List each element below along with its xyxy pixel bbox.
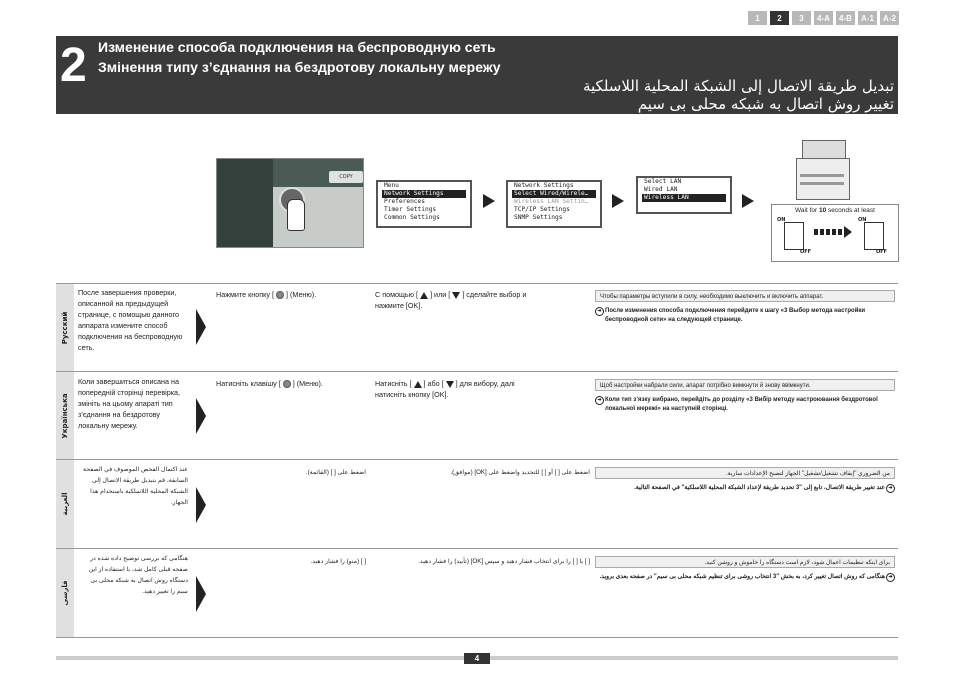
title-arabic: تبديل طريقة الاتصال إلى الشبكة المحلية اللاسلكية (582, 77, 894, 95)
tab-2[interactable]: 2 (770, 11, 789, 25)
arrow-circle-icon: ➜ (886, 484, 895, 493)
lcd-row: SNMP Settings (514, 214, 563, 221)
lang-label-russian: Русский (56, 284, 74, 371)
chevron-right-icon (196, 487, 206, 523)
fa-instruction-3: [ ] یا [ ] را برای انتخاب فشار دهید و سپس [OK] (تأیید) را فشار دهید. (418, 558, 590, 565)
arrow-circle-icon: ➜ (595, 396, 604, 405)
uk-reference: ➜ Коли тип з’язку вибрано, перейдіть до розділу «3 Вибір методу настроювання бездротової локальної мережі» на наступній сторінці. (595, 396, 895, 414)
lang-label-arabic: العربية (56, 460, 74, 548)
lcd-row: Wireless LAN Settin… (514, 198, 589, 205)
step-arrow-icon (612, 194, 624, 208)
menu-key-icon (283, 380, 291, 388)
lcd-row: Wired LAN (644, 186, 678, 193)
fa-reference: ➜ هنگامی که روش اتصال تغییر کرد، به بخش "3 انتخاب روشی برای تنظیم شبکه محلی بی سیم" در صفحه بعدی بروید. (595, 573, 895, 582)
down-arrow-icon (452, 292, 460, 299)
uk-instruction-1: Коли завершиться описана на попередній сторінці перевірка, змініть на цьому апараті тип з’єднання на бездротову локальну мережу. (78, 377, 181, 430)
title-ukrainian: Змінення типу з’єднання на бездротову локальну мережу (98, 59, 501, 75)
control-panel-photo (216, 158, 364, 248)
arrow-circle-icon: ➜ (595, 307, 604, 316)
lcd-screen-select-lan (636, 176, 732, 214)
ar-note: من الضروري "إيقاف تشغيل/تشغيل" الجهاز لتصبح الإعدادات سارية. (595, 467, 895, 479)
chevron-right-icon (196, 398, 206, 434)
section-tabs (748, 11, 899, 25)
uk-instruction-3: Натисніть [ ] або [ ] для вибору, далі натисніть кнопку [OK]. (375, 379, 515, 399)
lcd-title: Menu (384, 182, 399, 189)
fa-instruction-1: هنگامی که بررسی توضیح داده شده در صفحه قبلی کامل شد، با استفاده از این دستگاه روش اتصال به شبکه محلی بی سیم را تغییر دهید. (88, 555, 188, 595)
wait-text: Wait for 10 seconds at least (795, 207, 875, 214)
tab-1[interactable]: 1 (748, 11, 767, 25)
tab-4b[interactable]: 4-B (836, 11, 855, 25)
chevron-right-icon (196, 309, 206, 345)
ar-instruction-2: اضغط على [ ] (القائمة). (305, 469, 366, 476)
lang-label-ukrainian: Українська (56, 372, 74, 459)
power-cycle-box (771, 204, 899, 262)
title-persian: تغییر روش اتصال به شبکه محلی بی سیم (637, 95, 894, 113)
power-switch-off-icon (784, 222, 804, 250)
up-arrow-icon (420, 292, 428, 299)
lcd-title: Network Settings (514, 182, 574, 189)
ar-instruction-3: اضغط على [ ] أو [ ] للتحديد واضغط على [OK] (موافق). (450, 469, 590, 476)
uk-instruction-2: Натисніть клавішу [ ] (Меню). (216, 379, 323, 388)
ru-note: Чтобы параметры вступили в силу, необходимо выключить и включить аппарат. (595, 290, 895, 302)
lcd-row: TCP/IP Settings (514, 206, 570, 213)
tab-3[interactable]: 3 (792, 11, 811, 25)
switch-off-label: OFF (800, 249, 812, 255)
ar-instruction-1: عند اكتمال الفحص الموصوف في الصفحة السابقة، قم بتبديل طريقة الاتصال إلى الشبكة المحلية اللاسلكية باستخدام هذا الجهاز. (83, 466, 188, 506)
lcd-row: Preferences (384, 198, 425, 205)
lcd-row-selected: Network Settings (382, 190, 466, 198)
page-number: 4 (464, 653, 490, 664)
uk-note: Щоб настройки набрали сили, апарат потрібно вимкнути й знову ввімкнути. (595, 379, 895, 391)
lcd-row: Timer Settings (384, 206, 437, 213)
dotted-arrow-icon (814, 229, 844, 235)
printer-icon (796, 140, 850, 202)
step-number: 2 (60, 39, 87, 92)
ru-instruction-2: Нажмите кнопку [ ] (Меню). (216, 290, 317, 299)
title-russian: Изменение способа подключения на беспроводную сеть (98, 39, 496, 55)
down-arrow-icon (446, 381, 454, 388)
copy-button-label: COPY (329, 171, 363, 183)
lcd-row-selected: Select Wired/Wirele… (512, 190, 596, 198)
lcd-row-selected: Wireless LAN (642, 194, 726, 202)
lcd-screen-menu (376, 180, 472, 228)
chevron-right-icon (196, 576, 206, 612)
tab-a1[interactable]: A-1 (858, 11, 877, 25)
power-switch-on-icon (864, 222, 884, 250)
step-arrow-icon (483, 194, 495, 208)
step-arrow-icon (742, 194, 754, 208)
switch-on-label: ON (777, 217, 786, 223)
lang-label-persian: فارسی (56, 549, 74, 637)
lcd-row: Common Settings (384, 214, 440, 221)
arrow-circle-icon: ➜ (886, 573, 895, 582)
switch-on-label: ON (858, 217, 867, 223)
lcd-row: Select LAN (644, 178, 682, 185)
fa-note: برای اینکه تنظیمات اعمال شود، لازم است دستگاه را خاموش و روشن کنید. (595, 556, 895, 568)
fa-instruction-2: [ ] (منو) را فشار دهید. (310, 558, 366, 565)
tab-4a[interactable]: 4-A (814, 11, 833, 25)
switch-off-label: OFF (876, 249, 888, 255)
header-banner (56, 36, 898, 114)
menu-key-icon (276, 291, 284, 299)
ru-instruction-3: С помощью [ ] или [ ] сделайте выбор и нажмите [OK]. (375, 290, 527, 310)
tab-a2[interactable]: A-2 (880, 11, 899, 25)
up-arrow-icon (414, 381, 422, 388)
ar-reference: ➜ عند تغيير طريقة الاتصال، تابع إلى "3 تحديد طريقة لإعداد الشبكة المحلية اللاسلكية" في الصفحة التالية. (595, 484, 895, 493)
ru-reference: ➜ После изменения способа подключения перейдите к шагу «3 Выбор метода настройки беспроводной сети» на следующей странице. (595, 307, 895, 325)
ru-instruction-1: После завершения проверки, описанной на предыдущей странице, с помощью данного аппарата измените способ подключения на беспроводную сеть. (78, 288, 183, 352)
finger-pointer-icon (287, 199, 305, 231)
lcd-screen-network (506, 180, 602, 228)
